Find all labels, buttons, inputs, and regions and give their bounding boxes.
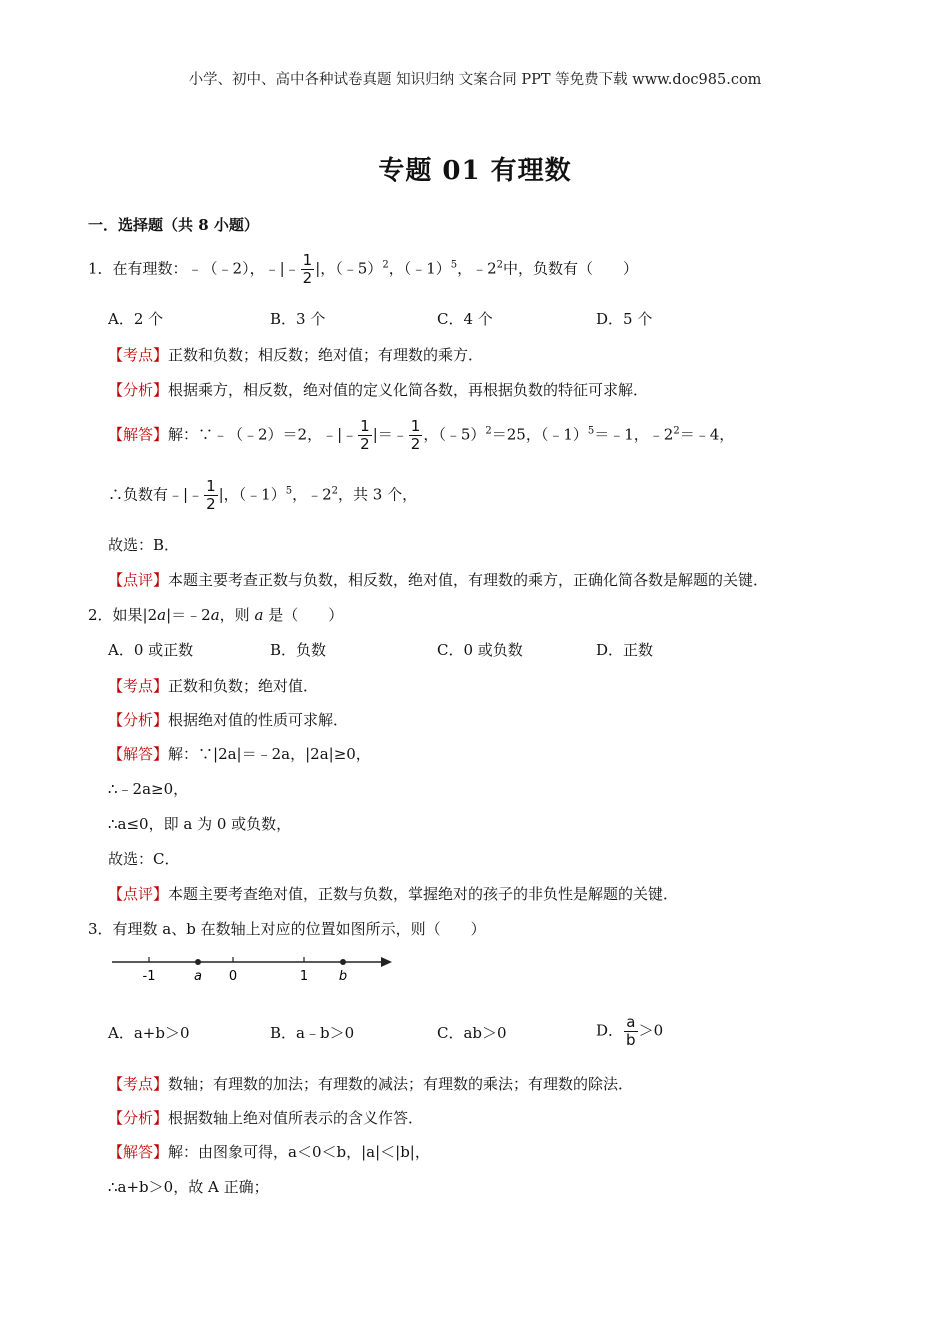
fraction-half: $\frac{1}{2}$ [302, 251, 313, 287]
q1-kaodian: 【考点】正数和负数；相反数；绝对值；有理数的乘方． [108, 346, 484, 364]
point-a [195, 959, 201, 965]
q2-option-c: C．0 或负数 [437, 641, 523, 659]
q2-kaodian: 【考点】正数和负数；绝对值． [108, 677, 319, 695]
q1-answer: 故选：B． [108, 536, 180, 554]
q2-option-a: A．0 或正数 [108, 641, 194, 659]
fraction-a-over-b: $\frac{a}{b}$ [626, 1013, 636, 1049]
label-b: b [338, 969, 348, 984]
label-a: a [194, 969, 202, 984]
q3-option-c: C．ab＞0 [437, 1024, 507, 1042]
arrow-icon [381, 957, 392, 967]
q1-option-a: A．2 个 [108, 310, 164, 328]
label-one: 1 [299, 969, 309, 984]
label-zero: 0 [228, 969, 238, 984]
q1-fenxi: 【分析】根据乘方，相反数，绝对值的定义化简各数，再根据负数的特征可求解． [108, 381, 649, 399]
q2-option-b: B．负数 [270, 641, 327, 659]
q3-stem: 3．有理数 a、b 在数轴上对应的位置如图所示，则（ ） [88, 920, 486, 938]
q3-step1: ∴a+b＞0，故 A 正确； [108, 1178, 269, 1196]
q1-option-d: D．5 个 [596, 310, 653, 328]
q2-fenxi: 【分析】根据绝对值的性质可求解． [108, 711, 349, 729]
label-minus-one: -1 [142, 969, 156, 984]
q3-kaodian: 【考点】数轴；有理数的加法；有理数的减法；有理数的乘法；有理数的除法． [108, 1075, 634, 1093]
q1-stem: 1．在有理数：﹣（﹣2），﹣|﹣ $\frac{1}{2}$ |，（﹣5）$^2$，（﹣1）$^5$，$﹣2^2$中，负数有（ ） [88, 251, 639, 287]
q1-jieda: 【解答】解：∵﹣（﹣2）＝2，﹣|﹣ $\frac{1}{2}$ |＝﹣ $\frac{1}{2}$ ，（﹣5）$^2$＝25，（﹣1）$^5$＝﹣1，$﹣2^2=﹣4$， [108, 417, 735, 453]
q2-step1: ∴﹣2a≥0， [108, 780, 189, 798]
q3-option-b: B．a﹣b＞0 [270, 1024, 355, 1042]
q3-jieda: 【解答】解：由图象可得，a＜0＜b，|a|＜|b|， [108, 1143, 430, 1161]
q2-answer: 故选：C． [108, 850, 180, 868]
number-line [108, 948, 398, 988]
q1-option-c: C．4 个 [437, 310, 493, 328]
q2-step2: ∴a≤0，即 a 为 0 或负数， [108, 815, 292, 833]
q3-option-d: D． $\frac{a}{b}$ ＞0 [596, 1013, 664, 1049]
q1-dianping: 【点评】本题主要考查正数与负数，相反数，绝对值，有理数的乘方，正确化简各数是解题的关键． [108, 571, 769, 589]
page-title: 专题 01 有理数 [378, 156, 572, 186]
q1-option-b: B．3 个 [270, 310, 326, 328]
q2-dianping: 【点评】本题主要考查绝对值，正数与负数，掌握绝对的孩子的非负性是解题的关键． [108, 885, 679, 903]
q2-option-d: D．正数 [596, 641, 654, 659]
q3-option-a: A．a+b＞0 [108, 1024, 190, 1042]
page-header: 小学、初中、高中各种试卷真题 知识归纳 文案合同 PPT 等免费下载 www.doc985.com [188, 72, 762, 88]
q1-negatives-line: ∴负数有﹣|﹣ $\frac{1}{2}$ |，（﹣1）$^5$，$﹣2^2$，共 3 个， [108, 477, 418, 513]
q3-fenxi: 【分析】根据数轴上绝对值所表示的含义作答． [108, 1109, 424, 1127]
q2-jieda: 【解答】解：∵|2a|＝﹣2a，|2a|≥0， [108, 745, 371, 763]
point-b [340, 959, 346, 965]
section-heading: 一．选择题（共 8 小题） [88, 216, 259, 234]
q2-stem: 2．如果|2a|＝﹣2a，则 a 是（ ） [88, 606, 344, 624]
